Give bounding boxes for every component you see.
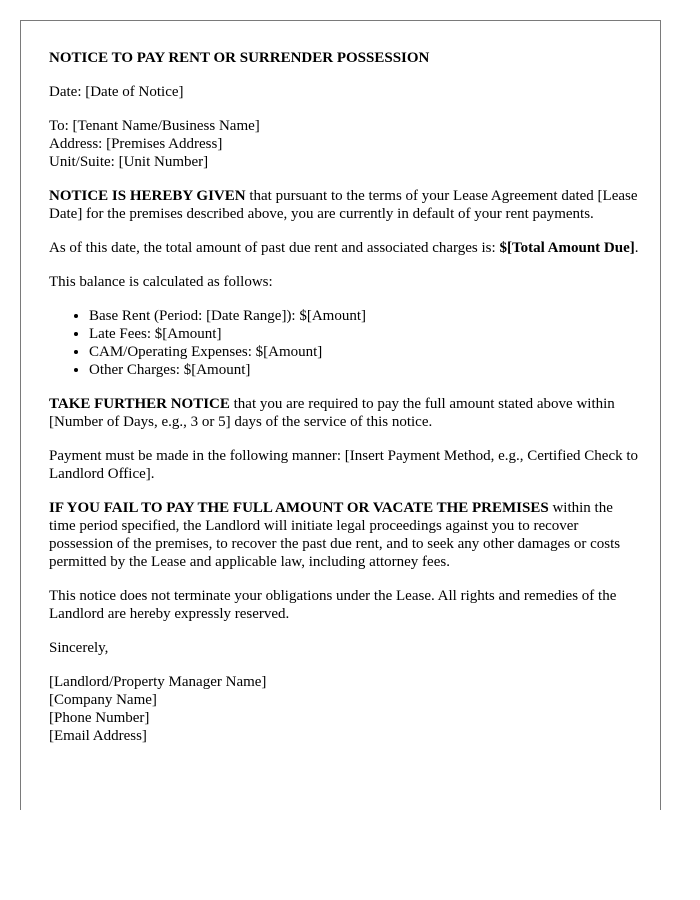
amount-due-value: $[Total Amount Due] bbox=[499, 240, 635, 256]
recipient-unit: Unit/Suite: [Unit Number] bbox=[49, 154, 209, 170]
reservation-paragraph: This notice does not terminate your obligations under the Lease. All rights and remedies of the Landlord are hereby expressly reserved. bbox=[49, 588, 617, 622]
charges-list bbox=[49, 307, 641, 379]
recipient-address: Address: [Premises Address] bbox=[49, 136, 223, 152]
signature-email: [Email Address] bbox=[49, 728, 147, 744]
closing: Sincerely, bbox=[49, 640, 109, 656]
fail-to-pay-lead: IF YOU FAIL TO PAY THE FULL AMOUNT OR VACATE THE PREMISES bbox=[49, 500, 549, 516]
list-item: • Base Rent (Period: [Date Range]): $[Amount] bbox=[89, 307, 641, 325]
further-notice-lead: TAKE FURTHER NOTICE bbox=[49, 396, 230, 412]
further-notice-text: that you are required to pay the full amount stated above within [Number of Days, e.g., 3 or 5] days of the service of this notice. bbox=[49, 396, 615, 430]
amount-due-text: As of this date, the total amount of past due rent and associated charges is: bbox=[49, 240, 500, 256]
notice-title: NOTICE TO PAY RENT OR SURRENDER POSSESSION bbox=[49, 50, 430, 66]
balance-intro: This balance is calculated as follows: bbox=[49, 274, 273, 290]
signature-phone: [Phone Number] bbox=[49, 710, 150, 726]
fail-to-pay-paragraph bbox=[49, 499, 641, 571]
amount-due-end: . bbox=[634, 240, 639, 256]
list-item: • Late Fees: $[Amount] bbox=[89, 325, 641, 343]
signature-name: [Landlord/Property Manager Name] bbox=[49, 674, 267, 690]
recipient-to: To: [Tenant Name/Business Name] bbox=[49, 118, 260, 134]
notice-given-text: that pursuant to the terms of your Lease Agreement dated [Lease Date] for the premises described above, you are currently in default of your rent payments. bbox=[49, 188, 638, 222]
fail-to-pay-text: within the time period specified, the Landlord will initiate legal proceedings against you to recover possession of the premises, to recover the past due rent, and to seek any other damages or costs permitted by the Lease and applicable law, including attorney fees. bbox=[49, 500, 621, 570]
list-item: • CAM/Operating Expenses: $[Amount] bbox=[89, 343, 641, 361]
recipient-block bbox=[49, 117, 641, 171]
notice-given-paragraph bbox=[49, 187, 641, 223]
signature-block bbox=[49, 673, 641, 745]
amount-due-paragraph bbox=[49, 239, 641, 257]
signature-company: [Company Name] bbox=[49, 692, 157, 708]
date-line: Date: [Date of Notice] bbox=[49, 84, 184, 100]
document-page bbox=[20, 20, 661, 810]
notice-given-lead: NOTICE IS HEREBY GIVEN bbox=[49, 188, 246, 204]
document-content bbox=[49, 49, 641, 761]
list-item: • Other Charges: $[Amount] bbox=[89, 361, 641, 379]
payment-method-paragraph: Payment must be made in the following manner: [Insert Payment Method, e.g., Certified Check to Landlord Office]. bbox=[49, 448, 639, 482]
further-notice-paragraph bbox=[49, 395, 641, 431]
